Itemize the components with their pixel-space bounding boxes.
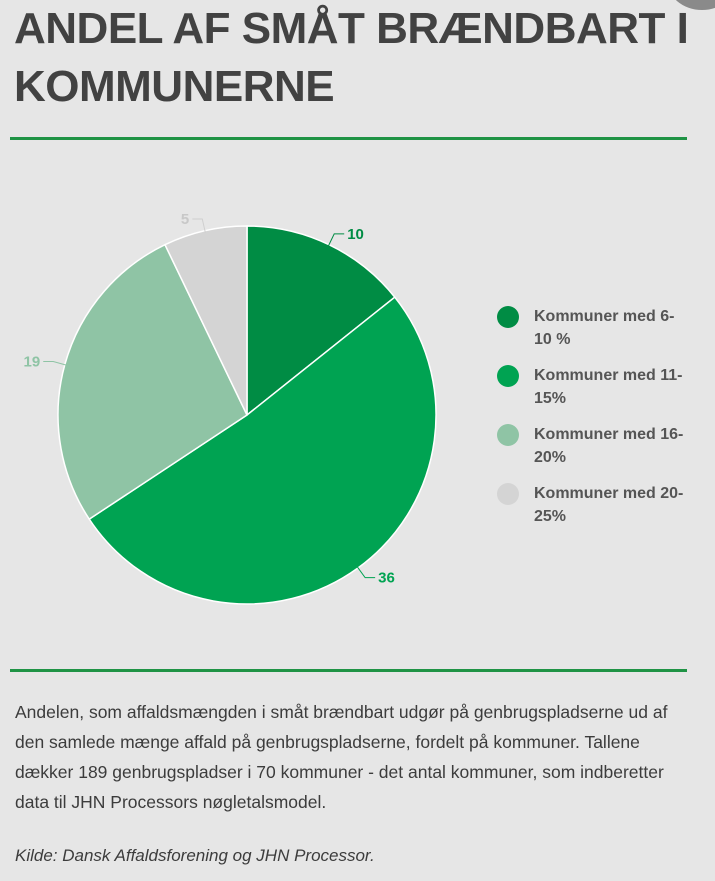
legend-label: Kommuner med 11-15% [534, 367, 683, 407]
legend-item-11-15[interactable] [497, 364, 697, 423]
pie-data-label-1: 36 [378, 569, 395, 587]
pie-leader-0 [328, 234, 344, 247]
legend-item-6-10[interactable] [497, 305, 697, 364]
chart-legend [497, 305, 697, 541]
pie-data-label-3: 5 [180, 211, 190, 229]
legend-item-20-25[interactable] [497, 482, 697, 541]
pie-leader-2 [43, 362, 66, 366]
pie-data-label-0: 10 [347, 225, 364, 243]
legend-swatch [497, 483, 519, 505]
legend-label: Kommuner med 16-20% [534, 426, 684, 466]
legend-swatch [497, 424, 519, 446]
legend-label: Kommuner med 6-10 % [534, 308, 675, 348]
legend-label: Kommuner med 20-25% [534, 485, 684, 525]
chart-source: Kilde: Dansk Affaldsforening og JHN Processor. [15, 846, 375, 865]
bottom-divider [10, 669, 687, 672]
legend-swatch [497, 365, 519, 387]
pie-data-label-2: 19 [23, 353, 41, 371]
page-title: ANDEL AF SMÅT BRÆNDBART I KOMMUNERNE [14, 4, 689, 111]
legend-item-16-20[interactable] [497, 423, 697, 482]
chart-description: Andelen, som affaldsmængden i småt brændbart udgør på genbrugspladserne ud af den samlede mænge affald på genbrugspladserne, fordelt på kommuner. Tallene dækker 189 genbrugspladser i 70 kommuner - det antal kommuner, som indberetter data til JHN Processors nøgletalsmodel. [15, 702, 668, 812]
pie-leader-1 [357, 566, 375, 577]
legend-swatch [497, 306, 519, 328]
